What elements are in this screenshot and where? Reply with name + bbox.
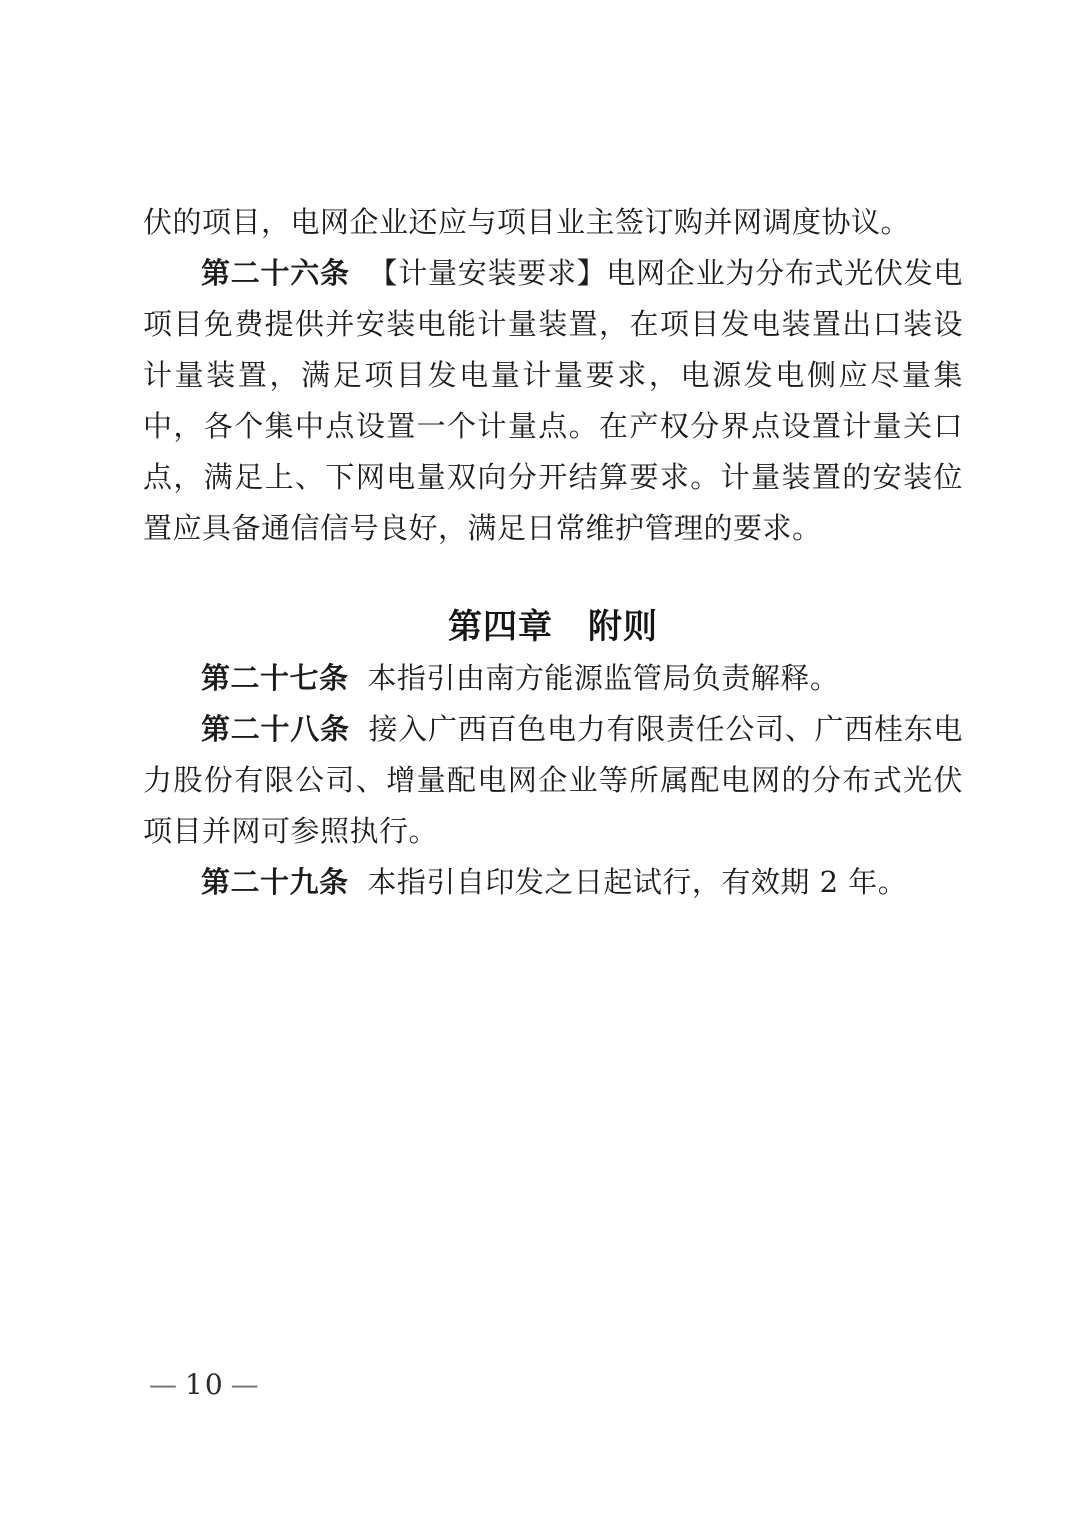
article-27-body: 本指引由南方能源监管局负责解释。 xyxy=(367,661,840,695)
article-26 xyxy=(143,248,963,554)
article-28 xyxy=(143,704,963,857)
chapter-heading xyxy=(143,602,963,653)
article-29-body: 本指引自印发之日起试行，有效期 2 年。 xyxy=(367,865,908,899)
article-27-number: 第二十七条 xyxy=(201,661,349,695)
page-footer xyxy=(143,1368,267,1402)
paragraph-continuation-text: 伏的项目，电网企业还应与项目业主签订购并网调度协议。 xyxy=(143,205,911,239)
page-content xyxy=(143,197,963,908)
article-29 xyxy=(143,857,963,908)
footer-page-number: 10 xyxy=(185,1368,225,1401)
footer-right-dash: — xyxy=(230,1368,261,1401)
article-29-number: 第二十九条 xyxy=(201,865,349,899)
footer-left-dash: — xyxy=(149,1368,179,1401)
paragraph-continuation xyxy=(143,197,963,248)
article-28-body: 接入广西百色电力有限责任公司、广西桂东电力股份有限公司、增量配电网企业等所属配电网的分布式光伏项目并网可参照执行。 xyxy=(143,712,963,848)
chapter-heading-text: 第四章 附则 xyxy=(448,607,658,647)
article-26-number: 第二十六条 xyxy=(201,256,350,290)
article-27 xyxy=(143,653,963,704)
article-26-body: 【计量安装要求】电网企业为分布式光伏发电项目免费提供并安装电能计量装置，在项目发电装置出口装设计量装置，满足项目发电量计量要求，电源发电侧应尽量集中，各个集中点设置一个计量点。在产权分界点设置计量关口点，满足上、下网电量双向分开结算要求。计量装置的安装位置应具备通信信号良好，满足日常维护管理的要求。 xyxy=(143,256,963,545)
article-28-number: 第二十八条 xyxy=(201,712,350,746)
